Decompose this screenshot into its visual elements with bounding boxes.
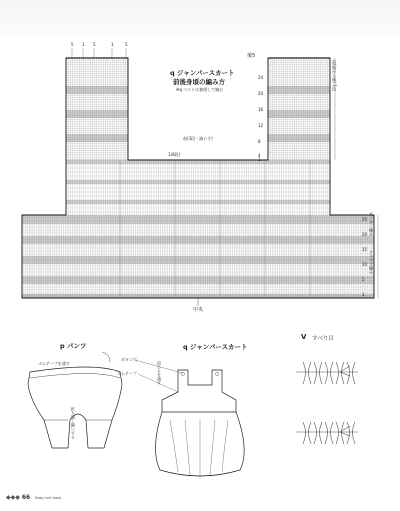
row-number: 15 [362, 247, 368, 252]
slip-stitch-row [296, 372, 358, 432]
jumper-button-label: ボタン穴 [121, 357, 137, 362]
row-number: 5 [362, 277, 365, 282]
stitch-title: すべり目 [312, 336, 334, 342]
slip-stitch-top [303, 362, 311, 384]
row-number: 1 [258, 157, 261, 162]
garter-band [22, 294, 374, 298]
top-tick: 5 [93, 42, 96, 47]
jumper-bodice [162, 370, 236, 412]
slip-stitch-bottom [303, 422, 311, 444]
slip-stitch-bottom [314, 422, 322, 444]
right-side-label: 前(裾から縁) 1段 [332, 60, 337, 91]
jumper-gathers [170, 420, 228, 478]
decrease-label: 前(3段・減らす) [183, 136, 213, 141]
jumper-rubber-label: ゴムテープ [117, 371, 137, 376]
skirt-band [22, 236, 374, 244]
jumper-skirt [155, 412, 244, 476]
top-tick: 5 [125, 42, 128, 47]
pants-rubber-label: ゴムテープを通す [38, 361, 70, 366]
skirt-band [22, 215, 374, 224]
slip-stitch-bottom [347, 422, 355, 444]
garter-label: ガーター編み [369, 212, 374, 236]
row-number: 16 [258, 107, 264, 112]
row-number: 20 [258, 91, 264, 96]
strap-top-label: 後5 [247, 53, 256, 59]
chart-note: ※q ベストは参照して編む [176, 87, 224, 92]
pants-arrow [102, 352, 110, 362]
chart-title: q ジャンパースカート [170, 69, 235, 77]
pants-title: p パンツ [60, 342, 87, 350]
slip-stitch-bottom [325, 422, 333, 444]
pants-back-label: 折り返し縫いする [71, 407, 76, 439]
slip-stitch-top [314, 362, 322, 384]
footer-diamond-icon: ◆◆◆ [6, 494, 20, 501]
row-number: 24 [258, 75, 264, 80]
footer-brand: Baby knit book [35, 495, 62, 500]
row-number: 4 [258, 153, 261, 158]
chart-subtitle: 前後身頃の編み方 [173, 78, 225, 86]
page-number: 66 [21, 494, 31, 501]
skirt-band [22, 276, 374, 284]
top-tick: 1 [111, 42, 114, 47]
row-number: 12 [258, 123, 264, 128]
row-number: 1 [362, 292, 365, 297]
center-label: 中央 [193, 307, 204, 313]
left-strap-band [66, 86, 128, 94]
slip-stitch-top [347, 362, 355, 384]
top-tick: 1 [82, 42, 85, 47]
slip-stitch-top [325, 362, 333, 384]
jumper-join-label: 肩ひもを通す [157, 361, 162, 385]
left-strap-band [66, 110, 128, 118]
page-footer [6, 494, 61, 501]
row-number: 10 [362, 262, 368, 267]
row-number: 25 [362, 217, 368, 222]
jumper-title: q ジャンパースカート [183, 343, 248, 351]
row-number: 8 [258, 139, 261, 144]
button-icon [216, 373, 219, 376]
stitch-symbol: V [301, 333, 307, 341]
repeat-label: 1(8段) [168, 152, 181, 157]
pants-waist-line [30, 374, 120, 379]
left-strap-band [66, 134, 128, 142]
stockinette-label: メリヤス編み [369, 250, 374, 274]
top-tick: 5 [71, 42, 74, 47]
row-number: 20 [362, 232, 368, 237]
